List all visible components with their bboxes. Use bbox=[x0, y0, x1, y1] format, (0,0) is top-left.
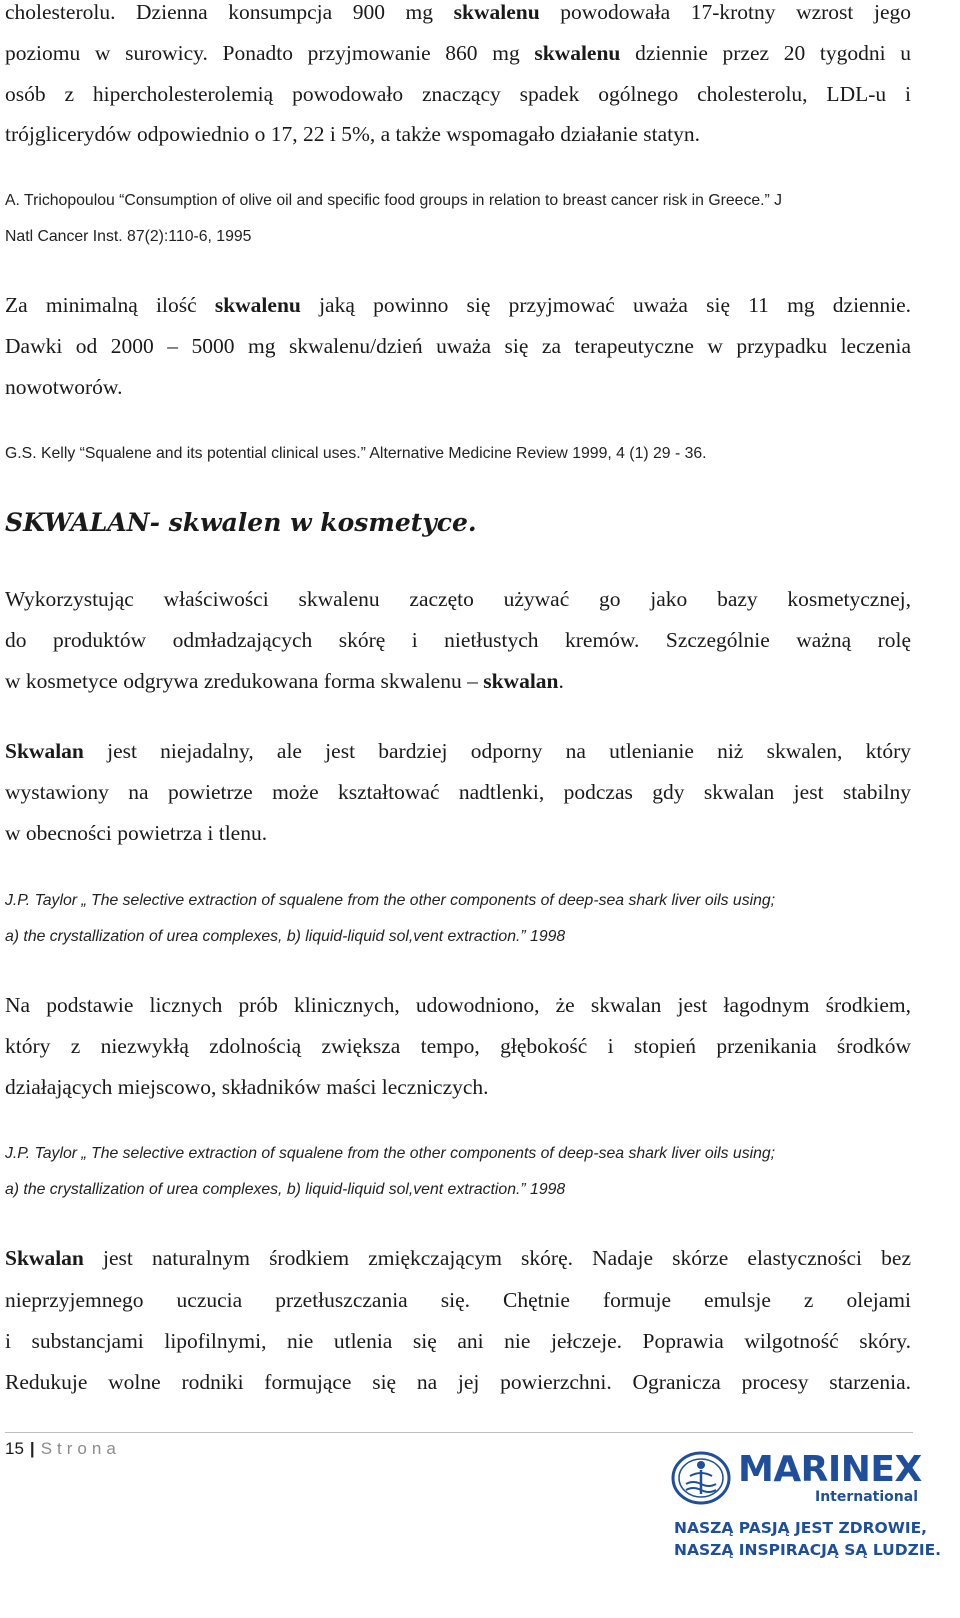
text-run: poziomu w surowicy. Ponadto przyjmowanie 860 mg bbox=[5, 41, 535, 65]
paragraph-6-line-1 bbox=[5, 1248, 911, 1270]
paragraph-5-line-1: Na podstawie licznych prób klinicznych, udowodniono, że skwalan jest łagodnym środkiem, bbox=[5, 993, 911, 1017]
bold-term: skwalan bbox=[483, 669, 559, 693]
text-run: cholesterolu. Dzienna konsumpcja 900 mg bbox=[5, 0, 454, 24]
reference-1-line-2: Natl Cancer Inst. 87(2):110-6, 1995 bbox=[5, 228, 252, 245]
page-word: Strona bbox=[40, 1439, 121, 1458]
bold-term: skwalenu bbox=[534, 41, 621, 65]
section-heading: SKWALAN- skwalen w kosmetyce. bbox=[5, 508, 477, 537]
paragraph-4-line-1 bbox=[5, 741, 911, 763]
bold-term: skwalenu bbox=[453, 0, 540, 24]
paragraph-1-line-4: trójglicerydów odpowiednio o 17, 22 i 5%, a także wspomagało działanie statyn. bbox=[5, 122, 700, 146]
marinex-logo bbox=[670, 1450, 930, 1510]
paragraph-6-line-4: Redukuje wolne rodniki formujące się na jej powierzchni. Ogranicza procesy starzenia. bbox=[5, 1370, 911, 1394]
text-run: w kosmetyce odgrywa zredukowana forma skwalenu – bbox=[5, 669, 484, 693]
paragraph-4-line-3: w obecności powietrza i tlenu. bbox=[5, 821, 268, 845]
bold-term: Skwalan bbox=[5, 1246, 84, 1270]
paragraph-5-line-3: działających miejscowo, składników maści leczniczych. bbox=[5, 1075, 489, 1099]
text-run: powodowała 17-krotny wzrost jego bbox=[539, 0, 911, 24]
page-number-label bbox=[5, 1440, 121, 1457]
text-run: Za minimalną ilość bbox=[5, 293, 215, 317]
paragraph-3-line-1: Wykorzystując właściwości skwalenu zaczęto używać go jako bazy kosmetycznej, bbox=[5, 587, 911, 611]
separator: | bbox=[29, 1439, 35, 1458]
text-run: jaką powinno się przyjmować uważa się 11 mg dziennie. bbox=[300, 293, 911, 317]
paragraph-1-line-3: osób z hipercholesterolemią powodowało znaczący spadek ogólnego cholesterolu, LDL-u i bbox=[5, 82, 911, 106]
slogan-line-2: NASZĄ INSPIRACJĄ SĄ LUDZIE. bbox=[674, 1541, 942, 1559]
paragraph-6-line-3: i substancjami lipofilnymi, nie utlenia się ani nie jełczeje. Poprawia wilgotność skóry. bbox=[5, 1329, 911, 1353]
text-run: jest niejadalny, ale jest bardziej odporny na utlenianie niż skwalen, który bbox=[83, 739, 911, 763]
footer-divider bbox=[5, 1432, 913, 1433]
bold-term: skwalenu bbox=[214, 293, 301, 317]
reference-1-line-1 bbox=[5, 193, 782, 209]
reference-3-line-2: a) the crystallization of urea complexes, b) liquid-liquid sol,vent extraction.” 1998 bbox=[5, 928, 566, 945]
reference-3-line-1: J.P. Taylor „ The selective extraction of squalene from the other components of deep-sea shark liver oils using; bbox=[5, 892, 776, 909]
logo-subtitle: International bbox=[815, 1489, 919, 1505]
paragraph-3-line-2: do produktów odmładzających skórę i nietłustych kremów. Szczególnie ważną rolę bbox=[5, 628, 911, 652]
reference-2: G.S. Kelly “Squalene and its potential clinical uses.” Alternative Medicine Review 1999, 4 (1) 29 - 36. bbox=[5, 445, 707, 462]
bold-term: Skwalan bbox=[5, 739, 84, 763]
paragraph-1-line-2 bbox=[5, 43, 911, 65]
reference-4-line-2: a) the crystallization of urea complexes, b) liquid-liquid sol,vent extraction.” 1998 bbox=[5, 1181, 566, 1198]
paragraph-4-line-2: wystawiony na powietrze może kształtować nadtlenki, podczas gdy skwalan jest stabilny bbox=[5, 780, 911, 804]
logo-name: MARINEX bbox=[738, 1449, 922, 1490]
paragraph-2-line-3: nowotworów. bbox=[5, 375, 123, 399]
text-run: . bbox=[558, 669, 564, 693]
paragraph-2-line-2: Dawki od 2000 – 5000 mg skwalenu/dzień uważa się za terapeutyczne w przypadku leczenia bbox=[5, 334, 911, 358]
text-run: jest naturalnym środkiem zmiękczającym skórę. Nadaje skórze elastyczności bez bbox=[83, 1246, 911, 1270]
paragraph-2-line-1 bbox=[5, 295, 911, 317]
paragraph-5-line-2: który z niezwykłą zdolnością zwiększa tempo, głębokość i stopień przenikania środków bbox=[5, 1034, 911, 1058]
text-run: dziennie przez 20 tygodni u bbox=[620, 41, 912, 65]
reference-text: A. Trichopoulou “Consumption of olive oil and specific food groups in relation to breast cancer risk in Greece.” J bbox=[5, 192, 783, 209]
page-number: 15 bbox=[5, 1439, 24, 1458]
paragraph-6-line-2: nieprzyjemnego uczucia przetłuszczania się. Chętnie formuje emulsje z olejami bbox=[5, 1288, 911, 1312]
marinex-emblem-icon bbox=[670, 1450, 732, 1506]
paragraph-3-line-3 bbox=[5, 671, 564, 693]
paragraph-1-line-1 bbox=[5, 2, 911, 24]
slogan-line-1: NASZĄ PASJĄ JEST ZDROWIE, bbox=[674, 1519, 928, 1537]
reference-4-line-1: J.P. Taylor „ The selective extraction of squalene from the other components of deep-sea shark liver oils using; bbox=[5, 1145, 776, 1162]
